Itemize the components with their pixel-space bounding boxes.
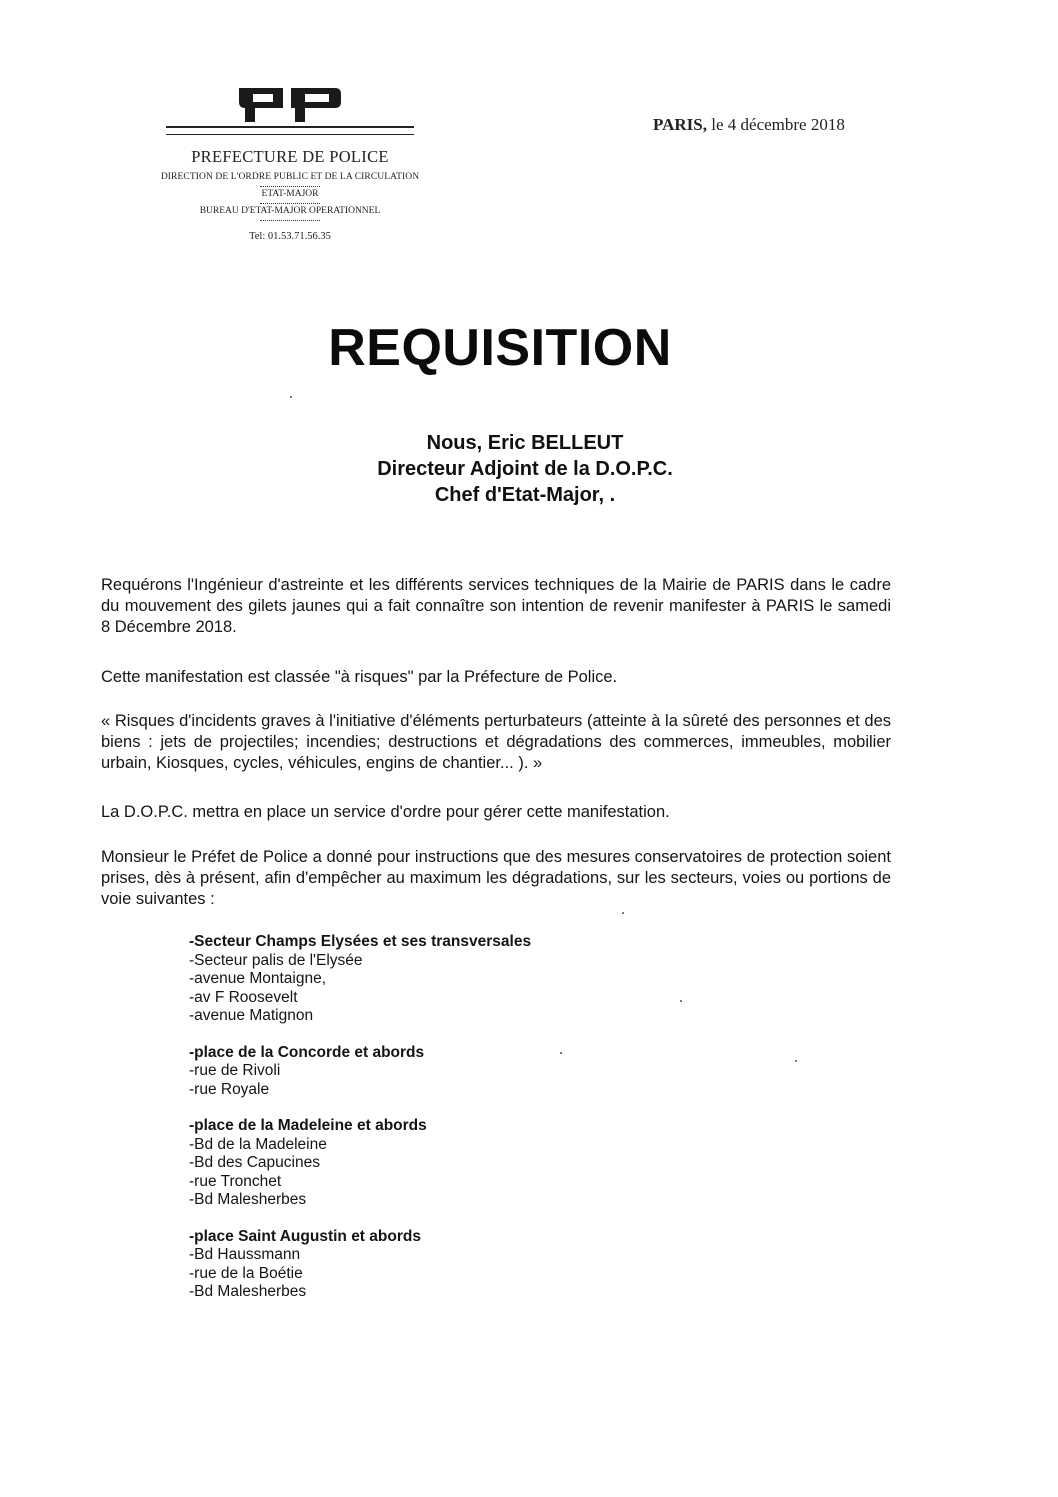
street-item: -avenue Matignon <box>189 1007 314 1024</box>
street-item: -av F Roosevelt <box>189 988 298 1006</box>
sector-title: -place Saint Augustin et abords <box>189 1227 421 1245</box>
street-item: -Secteur palis de l'Elysée <box>189 951 363 969</box>
street-item: -rue de Rivoli <box>189 1062 281 1079</box>
scan-speck <box>622 912 624 914</box>
street-item: -Bd Malesherbes <box>189 1191 307 1208</box>
scan-speck <box>290 396 292 398</box>
date-line <box>653 115 845 135</box>
sector-title: -Secteur Champs Elysées et ses transversales <box>189 933 532 950</box>
logo-rule <box>166 126 414 135</box>
street-item: -rue de la Boétie <box>189 1264 303 1282</box>
paragraph-service-order: La D.O.P.C. mettra en place un service d'ordre pour gérer cette manifestation. <box>101 803 670 821</box>
scan-speck <box>680 1000 682 1002</box>
scan-speck <box>795 1060 797 1062</box>
bureau-label: BUREAU D'ETAT-MAJOR OPERATIONNEL <box>199 206 381 216</box>
sector-block <box>189 933 689 1026</box>
direction-name: DIRECTION DE L'ORDRE PUBLIC ET DE LA CIRCULATION <box>160 172 420 182</box>
prefecture-logo <box>235 86 345 124</box>
paragraph-risks: « Risques d'incidents graves à l'initiative d'éléments perturbateurs (atteinte à la sûreté des personnes et des biens : jets de projectiles; incendies; destructions et dégradations des commerces, immeubles, mobilier urbain, Kiosques, cycles, véhicules, engins de chantier... ). » <box>101 712 891 772</box>
street-item: -Bd Haussmann <box>189 1246 301 1263</box>
street-item: -avenue Montaigne, <box>189 970 327 987</box>
street-item: -rue Royale <box>189 1080 270 1098</box>
separator <box>260 186 320 187</box>
separator <box>260 220 320 221</box>
date-city: PARIS, <box>653 115 707 134</box>
sector-street-list <box>189 1246 689 1302</box>
prefecture-name: PREFECTURE DE POLICE <box>191 147 389 166</box>
signatory-name: Nous, Eric BELLEUT <box>426 432 624 454</box>
letterhead <box>140 86 440 242</box>
etat-major-label: ETAT-MAJOR <box>261 189 319 199</box>
street-item: -Bd Malesherbes <box>189 1283 307 1300</box>
sector-block <box>189 1117 689 1210</box>
separator <box>260 203 320 204</box>
sector-block <box>189 1044 689 1100</box>
telephone-number: Tel: 01.53.71.56.35 <box>249 231 331 242</box>
scan-speck <box>560 1052 562 1054</box>
sectors-list <box>189 933 689 1320</box>
date-text: le 4 décembre 2018 <box>711 115 845 134</box>
sector-title: -place de la Madeleine et abords <box>189 1117 427 1134</box>
paragraph-classification: Cette manifestation est classée "à risques" par la Préfecture de Police. <box>101 668 618 686</box>
document-title: REQUISITION <box>328 319 672 377</box>
sector-street-list <box>189 1136 689 1210</box>
sector-street-list <box>189 952 689 1026</box>
signatory-title: Chef d'Etat-Major, . <box>434 484 616 506</box>
street-item: -Bd des Capucines <box>189 1154 320 1171</box>
sector-block <box>189 1228 689 1302</box>
street-item: -rue Tronchet <box>189 1172 282 1190</box>
street-item: -Bd de la Madeleine <box>189 1135 327 1153</box>
sector-street-list <box>189 1062 689 1099</box>
sector-title: -place de la Concorde et abords <box>189 1043 425 1061</box>
paragraph-instructions: Monsieur le Préfet de Police a donné pour instructions que des mesures conservatoires de protection soient prises, dès à présent, afin d'empêcher au maximum les dégradations, sur les secteurs, voies ou portions de voie suivantes : <box>101 848 891 908</box>
signatory-block <box>275 430 775 508</box>
signatory-role: Directeur Adjoint de la D.O.P.C. <box>377 458 673 480</box>
paragraph-requisition: Requérons l'Ingénieur d'astreinte et les différents services techniques de la Mairie de PARIS dans le cadre du mouvement des gilets jaunes qui a fait connaître son intention de revenir manifester à PARIS le samedi 8 Décembre 2018. <box>101 576 891 636</box>
